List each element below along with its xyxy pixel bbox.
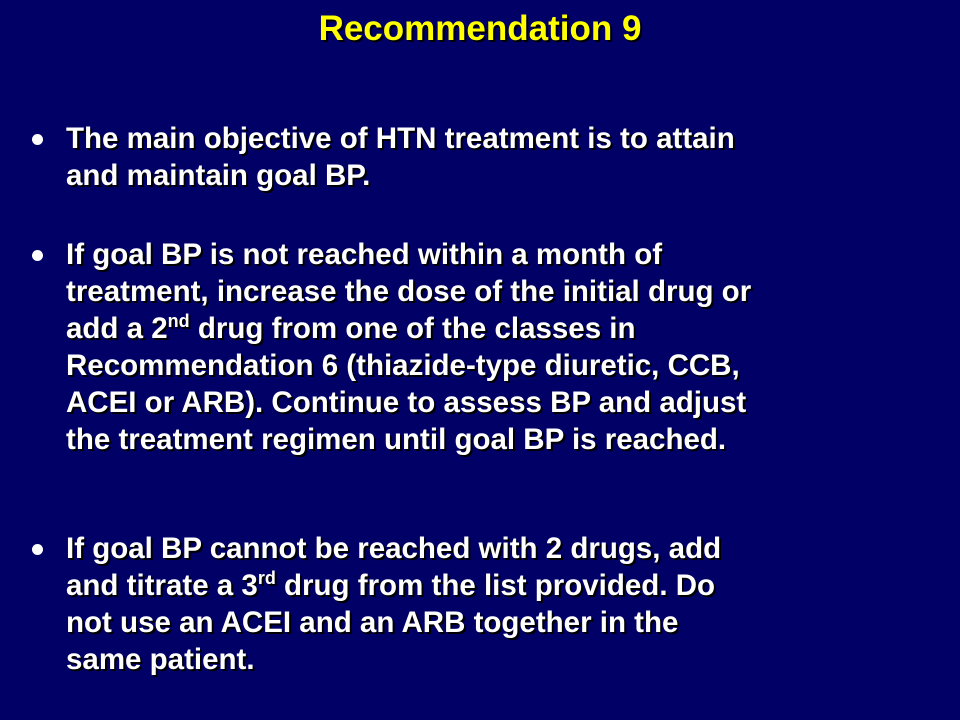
bullet-dot-icon — [32, 544, 43, 555]
bullet-2-line-5: ACEI or ARB). Continue to assess BP and adjust — [66, 386, 747, 419]
bullet-1-line-2: and maintain goal BP. — [66, 159, 371, 192]
bullet-3-line-3: not use an ACEI and an ARB together in the — [66, 606, 679, 639]
slide-title: Recommendation 9 — [318, 9, 642, 48]
bullet-2-line-1: If goal BP is not reached within a month of — [66, 238, 663, 271]
bullet-2-line-3-post: drug from one of the classes in — [189, 312, 636, 345]
bullet-2-line-3 — [66, 310, 946, 347]
bullet-text-3 — [66, 530, 946, 678]
bullet-2-line-3-pre: add a 2 — [66, 312, 168, 345]
bullet-3-line-2-post: drug from the list provided. Do — [275, 569, 716, 602]
bullet-3-line-2-pre: and titrate a 3 — [66, 569, 258, 602]
bullet-2-line-2: treatment, increase the dose of the initial drug or — [66, 275, 752, 308]
bullet-text-1 — [66, 120, 946, 194]
bullet-2-line-6: the treatment regimen until goal BP is reached. — [66, 423, 727, 456]
bullet-dot-icon — [32, 250, 43, 261]
bullet-3-line-4: same patient. — [66, 643, 255, 676]
bullet-2-line-4: Recommendation 6 (thiazide-type diuretic, CCB, — [66, 349, 740, 382]
bullet-3-line-1: If goal BP cannot be reached with 2 drugs, add — [66, 532, 722, 565]
bullet-3-line-2-sup: rd — [257, 568, 276, 588]
bullet-text-2 — [66, 236, 946, 458]
bullet-1-line-1: The main objective of HTN treatment is to attain — [66, 122, 735, 155]
bullet-2-line-3-sup: nd — [167, 311, 190, 331]
bullet-3-line-2 — [66, 567, 946, 604]
bullet-dot-icon — [32, 134, 43, 145]
